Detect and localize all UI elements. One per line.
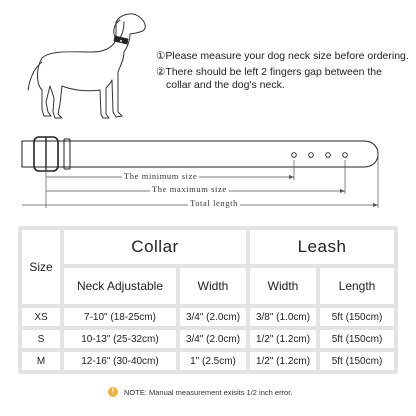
size-header: Size (22, 230, 60, 304)
neck-adjustable-header: Neck Adjustable (64, 268, 176, 304)
table-row-collar-width: 3/4" (2.0cm) (180, 330, 246, 348)
table-row-leash-length: 5ft (150cm) (320, 352, 394, 370)
size-table (18, 226, 398, 374)
collar-header: Collar (64, 230, 246, 264)
maximum-size-label: The maximum size (152, 184, 227, 194)
collar-strap (22, 141, 378, 167)
instruction-measure-neck: ①Please measure your dog neck size before ordering. (156, 50, 409, 62)
table-row-leash-width: 1/2" (1.2cm) (250, 352, 316, 370)
strap-hole (326, 153, 331, 158)
strap-hole (343, 153, 348, 158)
table-row-leash-width: 1/2" (1.2cm) (250, 330, 316, 348)
table-row-size: M (22, 352, 60, 370)
warning-icon: ! (108, 387, 118, 397)
table-row-leash-width: 3/8" (1.0cm) (250, 308, 316, 326)
leash-header: Leash (250, 230, 394, 264)
strap-hole (309, 153, 314, 158)
note-text: NOTE: Manual measurement exisits 1/2 inch error. (124, 387, 293, 397)
table-row-neck: 10-13" (25-32cm) (64, 330, 176, 348)
keeper-loop (64, 139, 70, 169)
table-row-leash-length: 5ft (150cm) (320, 308, 394, 326)
instruction-fingers-gap: ②There should be left 2 fingers gap between the (156, 66, 382, 78)
table-row-neck: 7-10" (18-25cm) (64, 308, 176, 326)
table-row-neck: 12-16" (30-40cm) (64, 352, 176, 370)
table-row-size: XS (22, 308, 60, 326)
strap-hole (292, 153, 297, 158)
minimum-size-label: The minimum size (124, 171, 198, 181)
table-row-leash-length: 5ft (150cm) (320, 330, 394, 348)
table-row-collar-width: 3/4" (2.0cm) (180, 308, 246, 326)
instruction-fingers-gap-continued: collar and the dog's neck. (166, 79, 285, 91)
collar-width-header: Width (180, 268, 246, 304)
measurement-note (108, 387, 292, 397)
total-length-label: Total length (190, 198, 238, 208)
leash-width-header: Width (250, 268, 316, 304)
leash-length-header: Length (320, 268, 394, 304)
table-row-collar-width: 1" (2.5cm) (180, 352, 246, 370)
table-row-size: S (22, 330, 60, 348)
dog-illustration (20, 6, 150, 130)
